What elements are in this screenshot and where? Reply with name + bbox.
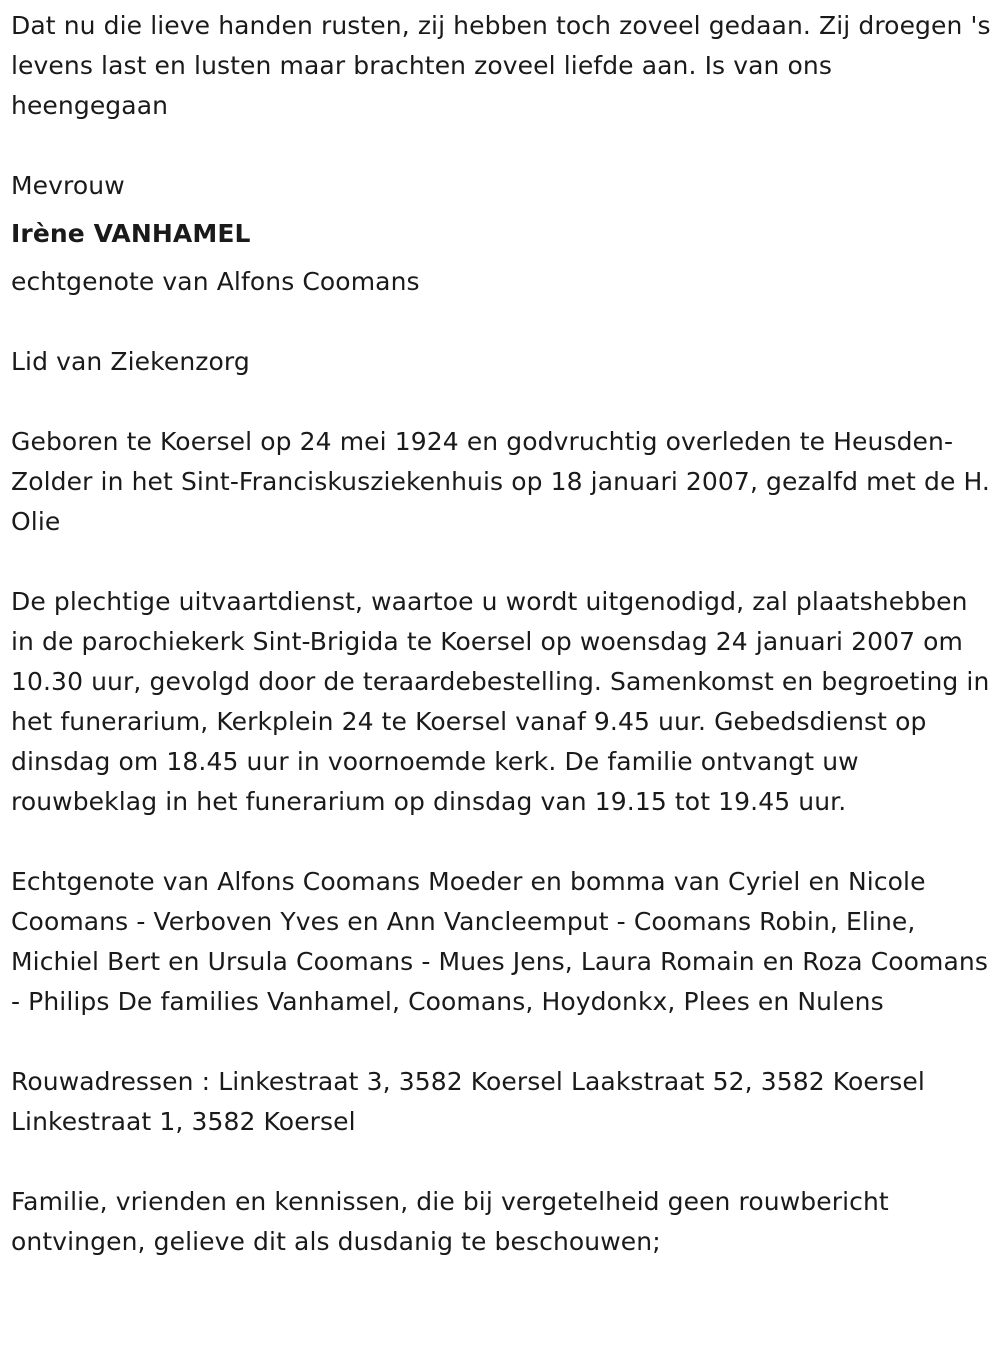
intro-poem: Dat nu die lieve handen rusten, zij hebben toch zoveel gedaan. Zij droegen 's levens last en lusten maar brachten zoveel liefde aan. Is van ons heengegaan xyxy=(11,11,991,120)
deceased-name: Irène VANHAMEL xyxy=(11,219,251,248)
spouse-line: echtgenote van Alfons Coomans xyxy=(11,267,420,296)
family-paragraph: Echtgenote van Alfons Coomans Moeder en bomma van Cyriel en Nicole Coomans - Verboven Yves en Ann Vancleemput - Coomans Robin, Eline, Michiel Bert en Ursula Coomans - Mues Jens, Laura Romain en Roza Coomans - Philips De families Vanhamel, Coomans, Hoydonkx, Plees en Nulens xyxy=(11,867,988,1016)
salutation: Mevrouw xyxy=(11,171,125,200)
membership-line: Lid van Ziekenzorg xyxy=(11,347,250,376)
addresses-paragraph: Rouwadressen : Linkestraat 3, 3582 Koersel Laakstraat 52, 3582 Koersel Linkestraat 1, 3582 Koersel xyxy=(11,1067,925,1136)
funeral-info-paragraph: De plechtige uitvaartdienst, waartoe u wordt uitgenodigd, zal plaatshebben in de parochiekerk Sint-Brigida te Koersel op woensdag 24 januari 2007 om 10.30 uur, gevolgd door de teraardebestelling. Samenkomst en begroeting in het funerarium, Kerkplein 24 te Koersel vanaf 9.45 uur. Gebedsdienst op dinsdag om 18.45 uur in voornoemde kerk. De familie ontvangt uw rouwbeklag in het funerarium op dinsdag van 19.15 tot 19.45 uur. xyxy=(11,587,990,816)
birth-death-paragraph: Geboren te Koersel op 24 mei 1924 en godvruchtig overleden te Heusden-Zolder in het Sint-Franciskusziekenhuis op 18 januari 2007, gezalfd met de H. Olie xyxy=(11,427,990,536)
closing-paragraph: Familie, vrienden en kennissen, die bij vergetelheid geen rouwbericht ontvingen, gelieve dit als dusdanig te beschouwen; xyxy=(11,1187,889,1256)
obituary-document xyxy=(11,6,991,1262)
